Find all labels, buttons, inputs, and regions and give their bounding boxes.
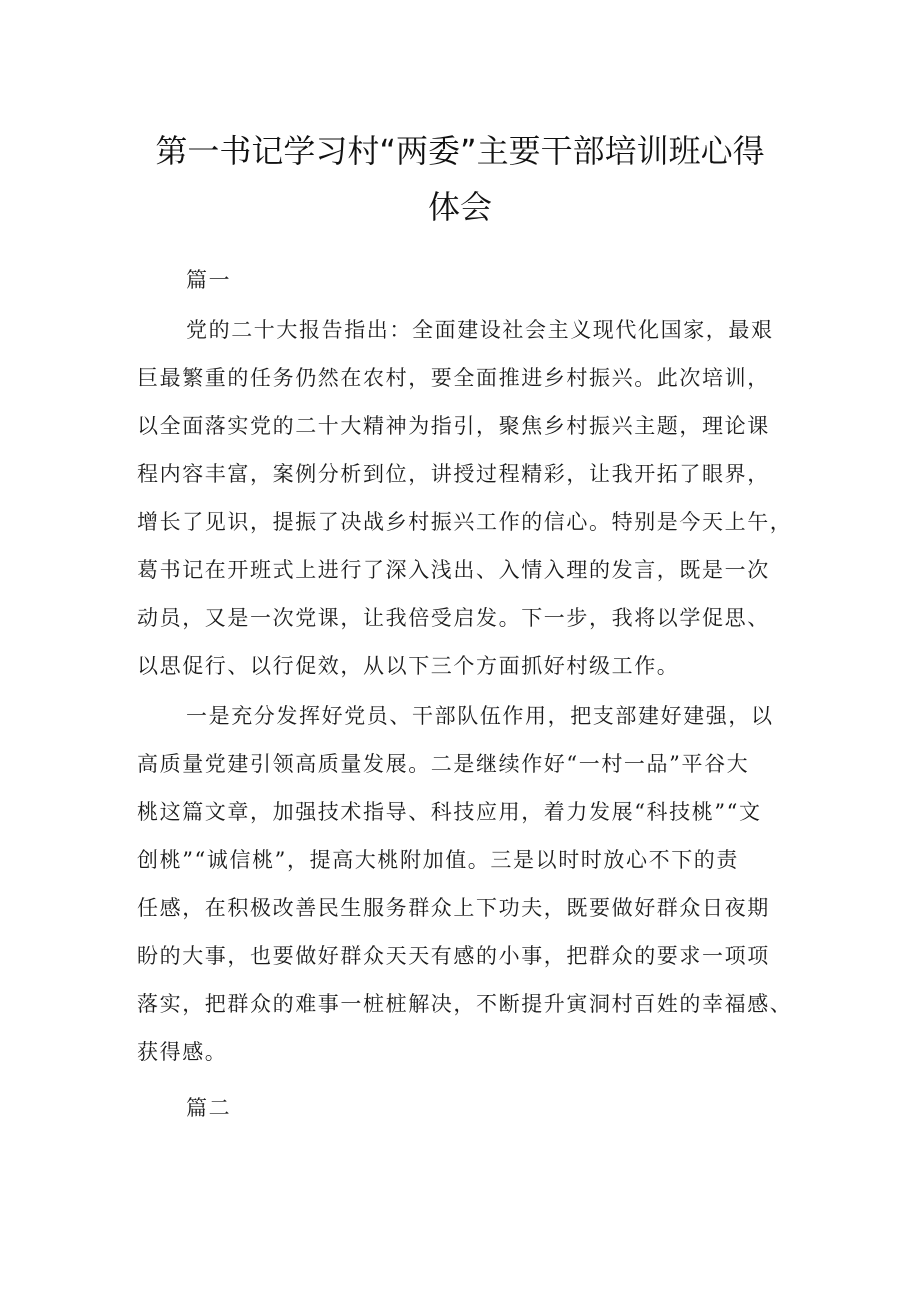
paragraph-1-line: 以全面落实党的二十大精神为指引，聚焦乡村振兴主题，理论课: [137, 414, 770, 438]
paragraph-2-line: 盼的大事，也要做好群众天天有感的小事，把群众的要求一项项: [137, 944, 770, 968]
document-title-line-2: 体会: [427, 188, 492, 226]
section-heading-2: 篇二: [186, 1096, 232, 1120]
paragraph-2-line: 获得感。: [137, 1040, 228, 1064]
paragraph-1-line: 葛书记在开班式上进行了深入浅出、入情入理的发言，既是一次: [137, 558, 770, 582]
paragraph-2-line: 任感，在积极改善民生服务群众上下功夫，既要做好群众日夜期: [137, 896, 770, 920]
paragraph-1-line: 增长了见识，提振了决战乡村振兴工作的信心。特别是今天上午，: [137, 510, 793, 534]
section-heading-1: 篇一: [186, 268, 232, 292]
paragraph-1-line: 动员，又是一次党课，让我倍受启发。下一步，我将以学促思、: [137, 606, 770, 630]
paragraph-1-line: 党的二十大报告指出：全面建设社会主义现代化国家，最艰: [186, 318, 774, 342]
paragraph-2-line: 落实，把群众的难事一桩桩解决，不断提升寅洞村百姓的幸福感、: [137, 992, 793, 1016]
document-title-line-1: 第一书记学习村“两委”主要干部培训班心得: [155, 132, 765, 170]
paragraph-1-line: 程内容丰富，案例分析到位，讲授过程精彩，让我开拓了眼界，: [137, 462, 770, 486]
paragraph-2-line: 一是充分发挥好党员、干部队伍作用，把支部建好建强，以: [186, 704, 774, 728]
paragraph-1-line: 巨最繁重的任务仍然在农村，要全面推进乡村振兴。此次培训，: [137, 366, 770, 390]
paragraph-1-line: 以思促行、以行促效，从以下三个方面抓好村级工作。: [137, 654, 680, 678]
paragraph-2-line: 创桃”“诚信桃”，提高大桃附加值。三是以时时放心不下的责: [137, 848, 740, 872]
paragraph-2-line: 桃这篇文章，加强技术指导、科技应用，着力发展“科技桃”“文: [137, 800, 762, 824]
paragraph-2-line: 高质量党建引领高质量发展。二是继续作好“一村一品”平谷大: [137, 752, 750, 776]
